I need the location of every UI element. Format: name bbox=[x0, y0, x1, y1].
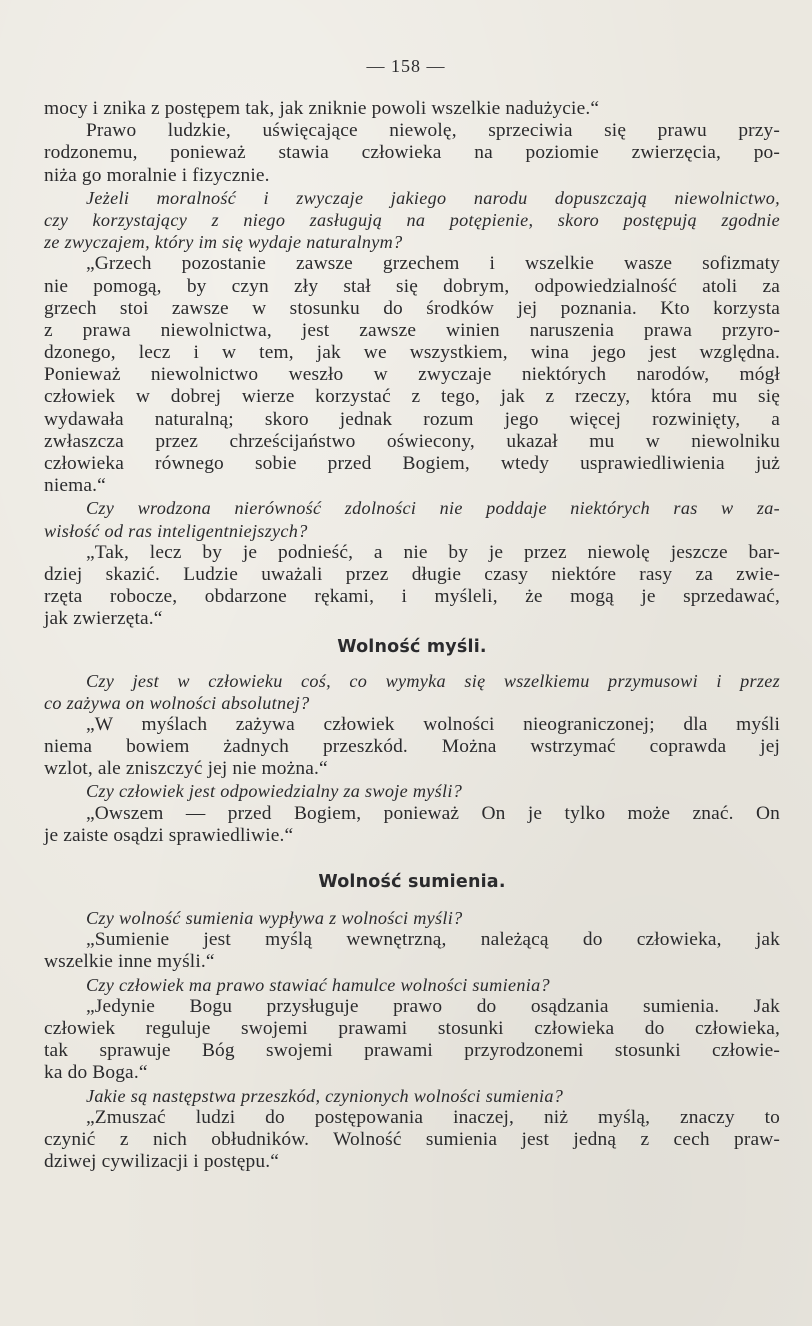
question-line: Czy człowiek jest odpowiedzialny za swoje myśli? bbox=[86, 781, 463, 802]
text-line: niża go moralnie i fizycznie. bbox=[44, 164, 270, 186]
question-line: Czy wrodzona nierówność zdolności nie poddaje niektórych ras w za- bbox=[86, 498, 780, 519]
text-line: „Grzech pozostanie zawsze grzechem i wszelkie wasze sofizmaty bbox=[86, 253, 780, 275]
text-line: rzęta robocze, obdarzone rękami, i myśleli, że mogą je sprzedawać, bbox=[44, 586, 780, 608]
section-heading-freedom-of-thought: Wolność myśli. bbox=[337, 636, 487, 657]
text-line: czynić z nich obłudników. Wolność sumienia jest jedną z cech praw- bbox=[44, 1128, 780, 1150]
text-line: „Tak, lecz by je podnieść, a nie by je przez niewolę jeszcze bar- bbox=[86, 541, 780, 563]
text-line: „Zmuszać ludzi do postępowania inaczej, niż myślą, znaczy to bbox=[86, 1106, 780, 1128]
text-line: „Jedynie Bogu przysługuje prawo do osądzania sumienia. Jak bbox=[86, 995, 780, 1017]
text-line: z prawa niewolnictwa, jest zawsze winien naruszenia prawa przyro- bbox=[44, 319, 780, 341]
question-line: Jeżeli moralność i zwyczaje jakiego narodu dopuszczają niewolnictwo, bbox=[86, 187, 780, 208]
text-line: wydawała naturalną; skoro jednak rozum jego więcej rozwinięty, a bbox=[44, 408, 780, 430]
text-line: niema.“ bbox=[44, 475, 106, 497]
text-line: dzonego, lecz i w tem, jak we wszystkiem, wina jego jest względna. bbox=[44, 342, 780, 364]
question-line: co zażywa on wolności absolutnej? bbox=[44, 692, 310, 713]
text-line: zwłaszcza przez chrześcijaństwo oświecony, ukazał mu w niewolniku bbox=[44, 430, 780, 452]
question-line: czy korzystający z niego zasługują na potępienie, skoro postępują zgodnie bbox=[44, 209, 780, 230]
text-line: człowieka równego sobie przed Bogiem, wtedy usprawiedliwienia już bbox=[44, 453, 780, 474]
text-line: je zaiste osądzi sprawiedliwie.“ bbox=[44, 824, 294, 846]
text-line: wzlot, ale zniszczyć jej nie można.“ bbox=[44, 758, 328, 780]
text-line: jak zwierzęta.“ bbox=[44, 608, 163, 630]
text-line: tak sprawuje Bóg swojemi prawami przyrodzonemi stosunki człowie- bbox=[44, 1040, 780, 1062]
section-heading-freedom-of-conscience: Wolność sumienia. bbox=[318, 872, 506, 892]
text-line: Prawo ludzkie, uświęcające niewolę, sprzeciwia się prawu przy- bbox=[86, 120, 780, 142]
question-line: Czy jest w człowieku coś, co wymyka się wszelkiemu przymusowi i przez bbox=[86, 670, 780, 691]
page-body bbox=[44, 98, 780, 1173]
text-line: dziej skazić. Ludzie uważali przez długie czasy niektóre rasy za zwie- bbox=[44, 563, 780, 585]
text-line: ka do Boga.“ bbox=[44, 1062, 148, 1084]
text-line: dziwej cywilizacji i postępu.“ bbox=[44, 1151, 279, 1173]
text-line: „Owszem — przed Bogiem, ponieważ On je tylko może znać. On bbox=[86, 802, 780, 824]
text-line: niema bowiem żadnych przeszkód. Można wstrzymać coprawda jej bbox=[44, 736, 780, 758]
text-line: mocy i znika z postępem tak, jak zniknie powoli wszelkie nadużycie.“ bbox=[44, 98, 600, 119]
text-line: Ponieważ niewolnictwo weszło w zwyczaje niektórych narodów, mógł bbox=[44, 364, 780, 386]
text-line: „Sumienie jest myślą wewnętrzną, należącą do człowieka, jak bbox=[86, 929, 780, 951]
question-line: ze zwyczajem, który im się wydaje naturalnym? bbox=[44, 232, 403, 253]
question-line: Jakie są następstwa przeszkód, czynionych wolności sumienia? bbox=[86, 1085, 564, 1106]
text-line: nie pomogą, by czyn zły stał się dobrym, odpowiedzialność atoli za bbox=[44, 275, 780, 297]
text-line: grzech stoi zawsze w stosunku do środków jej poznania. Kto korzysta bbox=[44, 297, 780, 319]
text-line: „W myślach zażywa człowiek wolności nieograniczonej; dla myśli bbox=[86, 713, 780, 735]
text-line: rodzonemu, ponieważ stawia człowieka na poziomie zwierzęcia, po- bbox=[44, 142, 780, 164]
text-line: człowiek w dobrej wierze korzystać z tego, jak z rzeczy, która mu się bbox=[44, 386, 780, 408]
question-line: wisłość od ras inteligentniejszych? bbox=[44, 520, 308, 541]
page-number: — 158 — bbox=[366, 56, 446, 76]
text-line: wszelkie inne myśli.“ bbox=[44, 951, 215, 973]
question-line: Czy człowiek ma prawo stawiać hamulce wolności sumienia? bbox=[86, 974, 550, 995]
question-line: Czy wolność sumienia wypływa z wolności myśli? bbox=[86, 908, 463, 928]
text-line: człowiek reguluje swojemi prawami stosunki człowieka do człowieka, bbox=[44, 1017, 780, 1039]
